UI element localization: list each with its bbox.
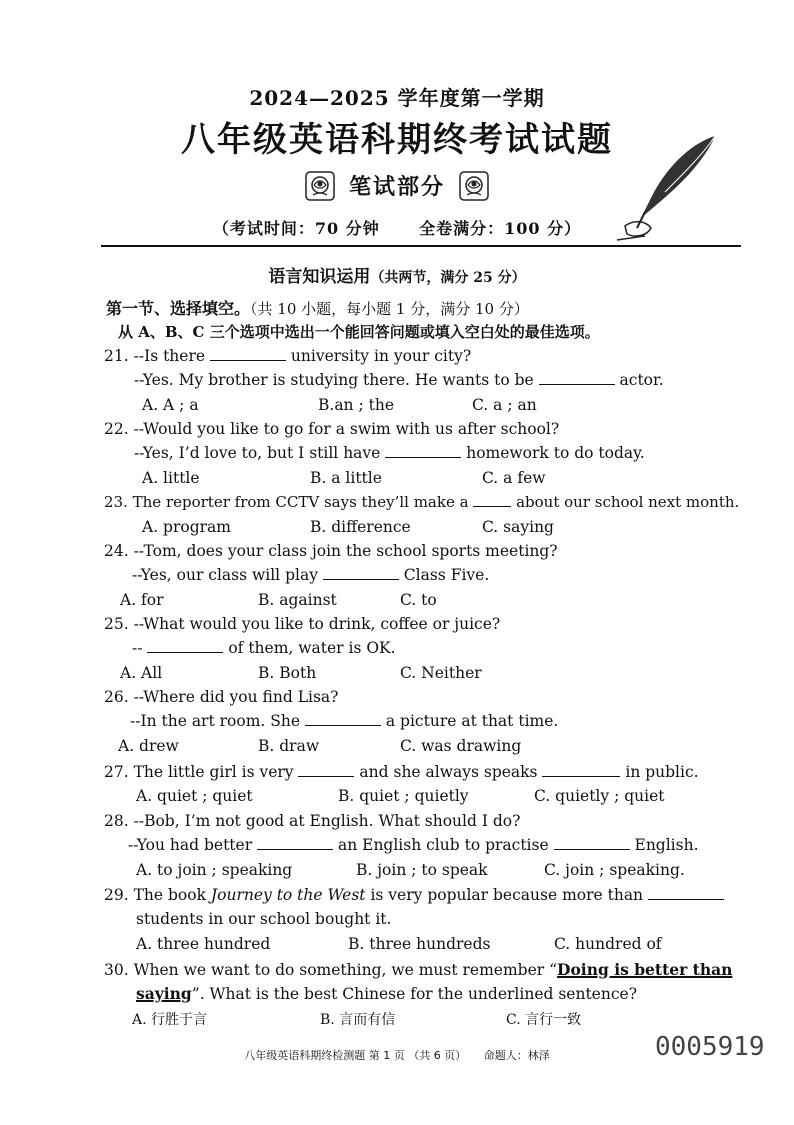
option-a: A. for bbox=[120, 591, 164, 609]
option-b: B. join ; to speak bbox=[356, 861, 488, 879]
option-b: B. Both bbox=[258, 664, 317, 682]
option-a: A. 行胜于言 bbox=[132, 1012, 208, 1028]
answer-blank[interactable] bbox=[305, 711, 381, 726]
exam-info: （考试时间：70 分钟 全卷满分：100 分） bbox=[212, 219, 582, 238]
option-a: A. All bbox=[120, 664, 163, 682]
option-c: C. quietly ; quiet bbox=[534, 787, 665, 805]
answer-blank[interactable] bbox=[542, 762, 620, 777]
question-21-line-1: 21. --Is there university in your city? bbox=[104, 347, 472, 365]
exam-title: 八年级英语科期终考试试题 bbox=[181, 120, 613, 160]
answer-blank[interactable] bbox=[385, 443, 461, 458]
option-a: A. quiet ; quiet bbox=[136, 787, 253, 805]
question-21-line-2: --Yes. My brother is studying there. He wants to be actor. bbox=[134, 371, 664, 389]
answer-blank[interactable] bbox=[257, 835, 333, 850]
serial-number: 0005919 bbox=[655, 1032, 765, 1062]
question-29-line-2: students in our school bought it. bbox=[136, 910, 392, 928]
option-c: C. a few bbox=[482, 469, 546, 487]
option-a: A. drew bbox=[118, 737, 179, 755]
option-b: B. 言而有信 bbox=[320, 1012, 396, 1028]
instructions: 从 A、B、C 三个选项中选出一个能回答问题或填入空白处的最佳选项。 bbox=[118, 323, 600, 341]
option-a: A. little bbox=[142, 469, 200, 487]
question-25-line-1: 25. --What would you like to drink, coffee or juice? bbox=[104, 615, 501, 633]
section-header bbox=[0, 262, 794, 287]
question-22-line-1: 22. --Would you like to go for a swim with us after school? bbox=[104, 420, 560, 438]
part-one-heading bbox=[106, 296, 529, 319]
part-label: 第一节、选择填空。 bbox=[106, 299, 251, 318]
question-23-line-1: 23. The reporter from CCTV says they’ll make a about our school next month. bbox=[104, 493, 740, 511]
option-b: B. difference bbox=[310, 518, 411, 536]
question-22-line-2: --Yes, I’d love to, but I still have homework to do today. bbox=[134, 444, 645, 462]
option-b: B. quiet ; quietly bbox=[338, 787, 469, 805]
answer-blank[interactable] bbox=[210, 346, 286, 361]
answer-blank[interactable] bbox=[147, 638, 223, 653]
book-title: Journey to the West bbox=[210, 886, 366, 904]
rose-icon bbox=[305, 171, 335, 201]
option-c: C. a ; an bbox=[472, 396, 537, 414]
section-note: （共两节，满分 25 分） bbox=[370, 270, 526, 286]
question-28-line-2: --You had better an English club to practise English. bbox=[128, 836, 699, 854]
option-c: C. 言行一致 bbox=[506, 1012, 582, 1028]
answer-blank[interactable] bbox=[323, 565, 399, 580]
answer-blank[interactable] bbox=[554, 835, 630, 850]
school-year: 2024—2025 学年度第一学期 bbox=[249, 86, 545, 110]
page-footer: 八年级英语科期终检测题 第 1 页 （共 6 页） 命题人：林泽 bbox=[244, 1049, 550, 1062]
question-26-line-1: 26. --Where did you find Lisa? bbox=[104, 688, 339, 706]
option-a: A. program bbox=[142, 518, 231, 536]
underlined-sentence: Doing is better than bbox=[557, 960, 733, 979]
underlined-sentence: saying bbox=[136, 984, 192, 1003]
option-c: C. join ; speaking. bbox=[544, 861, 685, 879]
rose-icon bbox=[459, 171, 489, 201]
answer-blank[interactable] bbox=[648, 885, 724, 900]
question-30-line-1: 30. When we want to do something, we must remember “Doing is better than bbox=[104, 960, 733, 979]
option-c: C. was drawing bbox=[400, 737, 522, 755]
question-30-line-2: saying”. What is the best Chinese for the underlined sentence? bbox=[136, 984, 637, 1003]
answer-blank[interactable] bbox=[473, 492, 511, 507]
option-c: C. saying bbox=[482, 518, 554, 536]
question-29-line-1: 29. The book Journey to the West is very popular because more than bbox=[104, 885, 724, 905]
header-divider bbox=[101, 245, 741, 247]
option-a: A. three hundred bbox=[136, 935, 271, 953]
option-c: C. hundred of bbox=[554, 935, 662, 953]
question-28-line-1: 28. --Bob, I’m not good at English. What should I do? bbox=[104, 812, 521, 830]
question-24-line-2: --Yes, our class will play Class Five. bbox=[132, 566, 490, 584]
answer-blank[interactable] bbox=[298, 762, 354, 777]
question-24-line-1: 24. --Tom, does your class join the school sports meeting? bbox=[104, 542, 558, 560]
answer-blank[interactable] bbox=[539, 370, 615, 385]
option-b: B. against bbox=[258, 591, 337, 609]
option-b: B. draw bbox=[258, 737, 320, 755]
option-a: A. A ; a bbox=[142, 396, 199, 414]
question-25-line-2: -- of them, water is OK. bbox=[132, 639, 396, 657]
option-c: C. to bbox=[400, 591, 437, 609]
option-a: A. to join ; speaking bbox=[136, 861, 293, 879]
part-note: （共 10 小题，每小题 1 分，满分 10 分） bbox=[250, 300, 529, 318]
question-27-line-1: 27. The little girl is very and she always speaks in public. bbox=[104, 763, 699, 781]
option-b: B. three hundreds bbox=[348, 935, 491, 953]
option-b: B.an ; the bbox=[318, 396, 395, 414]
question-26-line-2: --In the art room. She a picture at that time. bbox=[130, 712, 559, 730]
option-b: B. a little bbox=[310, 469, 382, 487]
option-c: C. Neither bbox=[400, 664, 482, 682]
section-title: 语言知识运用 bbox=[268, 267, 371, 287]
written-part-title: 笔试部分 bbox=[348, 175, 445, 200]
